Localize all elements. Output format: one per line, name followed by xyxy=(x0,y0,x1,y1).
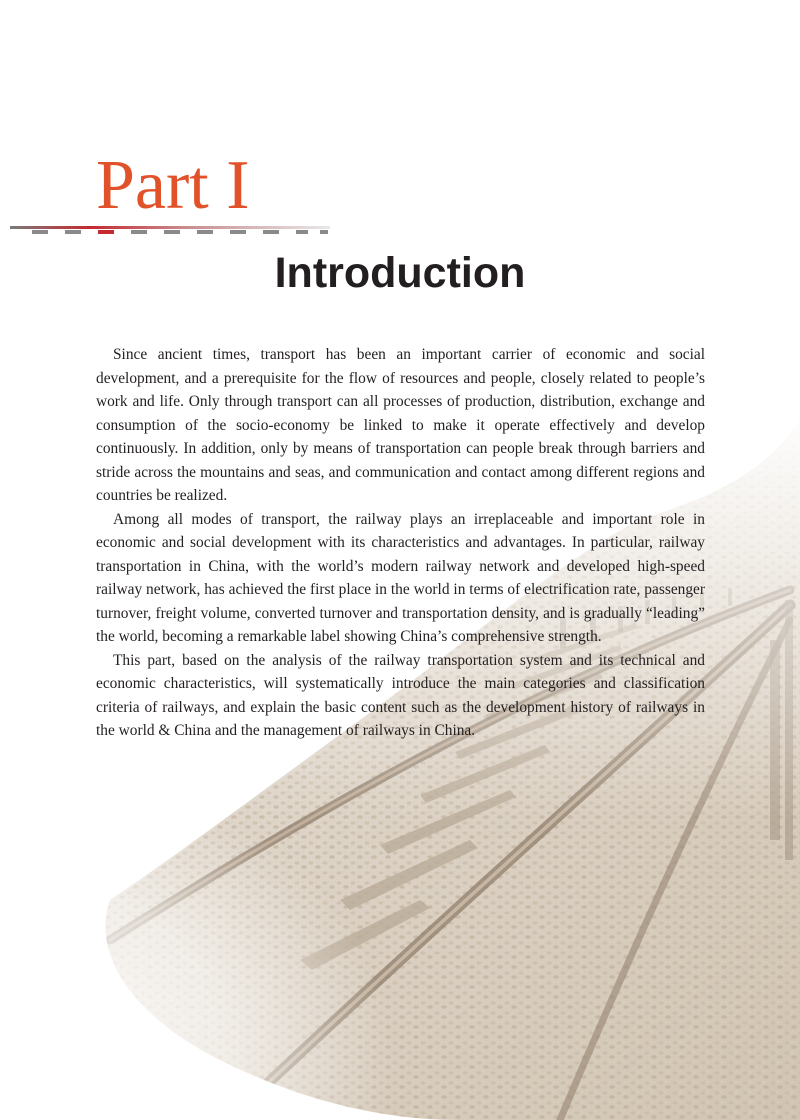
part-title: Part I xyxy=(96,147,250,224)
body-text xyxy=(96,343,705,743)
section-title: Introduction xyxy=(274,249,526,297)
title-underline-rule xyxy=(10,226,340,236)
paragraph-2: Among all modes of transport, the railway plays an irreplaceable and important role in economic and social development with its characteristics and advantages. In particular, railway transportation in China, with the world’s modern railway network and developed high-speed railway network, has achieved the first place in the world in terms of electrification rate, passenger turnover, freight volume, converted turnover and transportation density, and is gradually “leading” the world, becoming a remarkable label showing China’s comprehensive strength. xyxy=(96,510,705,645)
paragraph-1: Since ancient times, transport has been an important carrier of economic and social development, and a prerequisite for the flow of resources and people, closely related to people’s work and life. Only through transport can all processes of production, distribution, exchange and consumption of the socio-economy be linked to make it operate effectively and develop continuously. In addition, only by means of transportation can people break through barriers and stride across the mountains and seas, and communication and contact among different regions and countries be realized. xyxy=(96,346,705,504)
paragraph-3: This part, based on the analysis of the railway transportation system and its technical and economic characteristics, will systematically introduce the main categories and classification criteria of railways, and explain the basic content such as the development history of railways in the world & China and the management of railways in China. xyxy=(96,651,705,739)
